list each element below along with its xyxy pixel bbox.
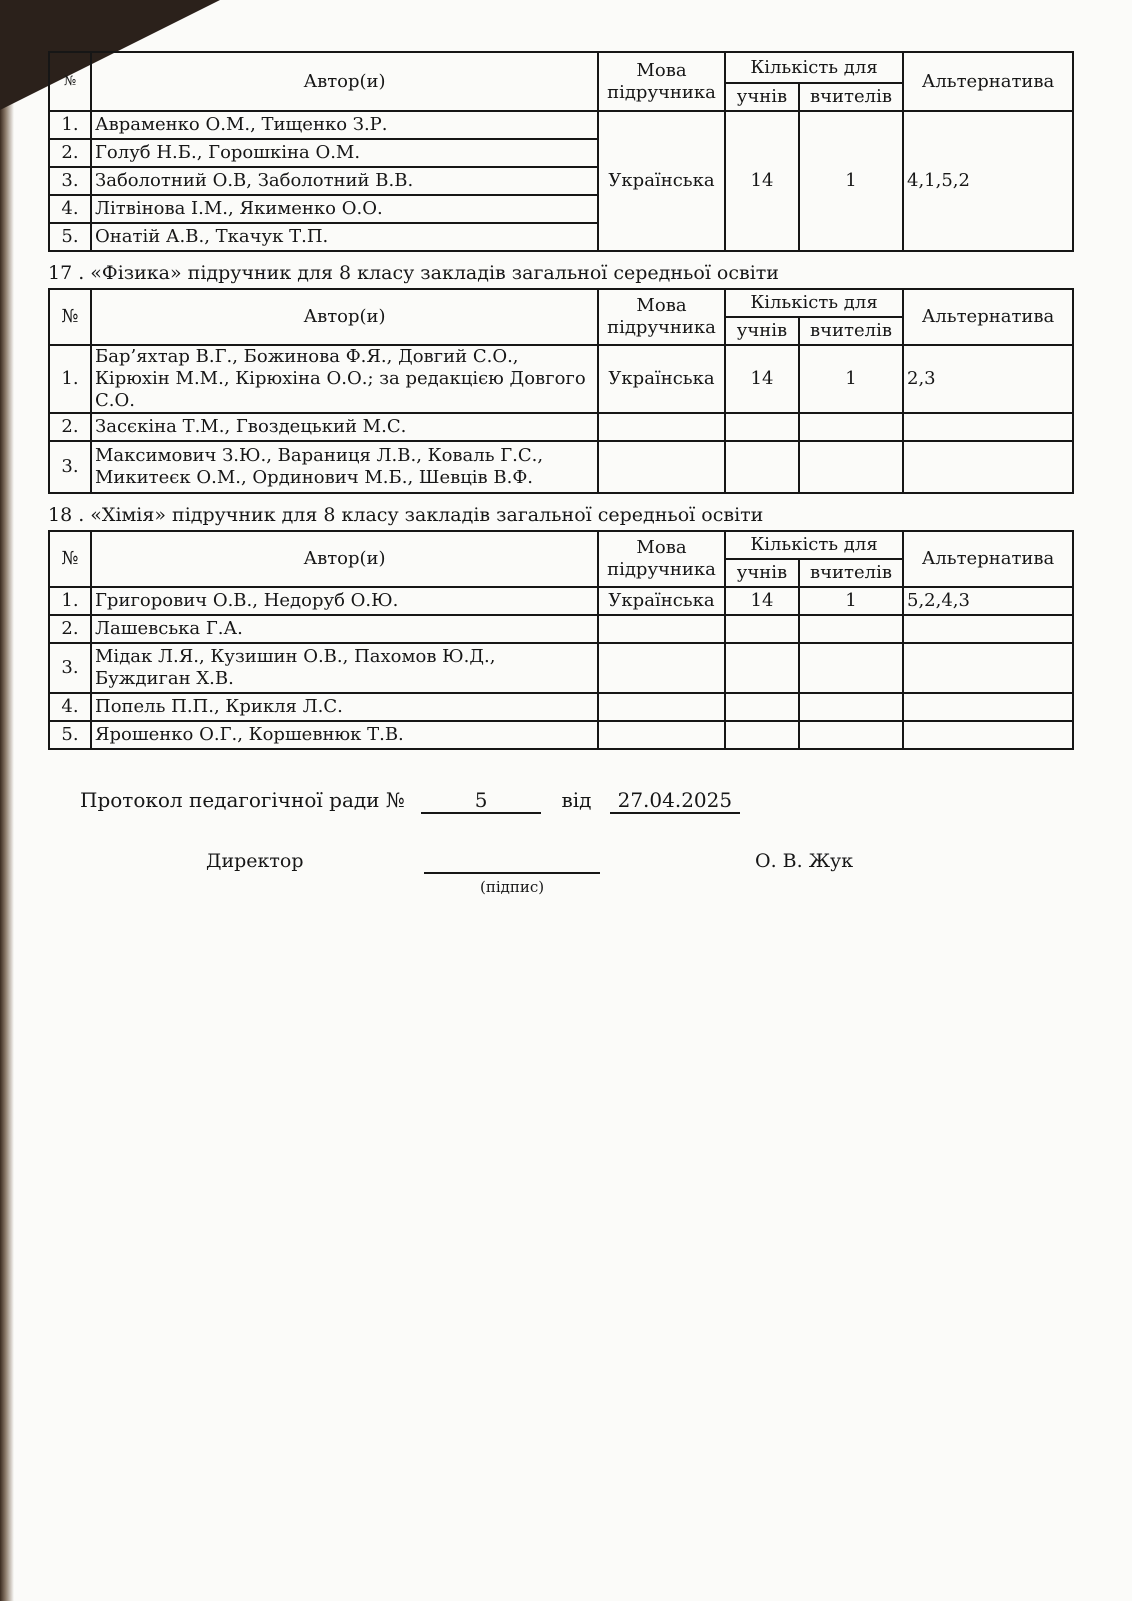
table-row bbox=[49, 345, 1073, 413]
row-lang: Українська bbox=[598, 587, 725, 615]
row-teachers: 1 bbox=[799, 345, 903, 413]
footer bbox=[80, 788, 980, 896]
row-author: Максимович З.Ю., Вараниця Л.В., Коваль Г.С., Микитеєк О.М., Ординович М.Б., Шевців В.Ф. bbox=[91, 441, 598, 493]
row-num: 5. bbox=[49, 223, 91, 251]
protocol-label: Протокол педагогічної ради № bbox=[80, 788, 405, 812]
signature-line bbox=[424, 872, 600, 874]
row-num: 5. bbox=[49, 721, 91, 749]
table-row bbox=[49, 643, 1073, 693]
row-author: Григорович О.В., Недоруб О.Ю. bbox=[91, 587, 598, 615]
header-count: Кількість для bbox=[725, 52, 903, 83]
header-author: Автор(и) bbox=[91, 289, 598, 345]
row-author: Голуб Н.Б., Горошкіна О.М. bbox=[91, 139, 598, 167]
header-students: учнів bbox=[725, 83, 799, 111]
header-students: учнів bbox=[725, 559, 799, 587]
header-author: Автор(и) bbox=[91, 52, 598, 111]
signature-caption: (підпис) bbox=[480, 878, 545, 896]
protocol-date: 27.04.2025 bbox=[610, 788, 740, 814]
table-16 bbox=[48, 51, 1074, 252]
section-17-title: 17 . «Фізика» підручник для 8 класу закладів загальної середньої освіти bbox=[48, 262, 779, 284]
table-row bbox=[49, 111, 1073, 139]
header-lang: Мова підручника bbox=[598, 52, 725, 111]
table-row bbox=[49, 721, 1073, 749]
table-17 bbox=[48, 288, 1074, 494]
row-num: 4. bbox=[49, 693, 91, 721]
row-num: 3. bbox=[49, 167, 91, 195]
document-sheet bbox=[48, 51, 1074, 750]
row-num: 3. bbox=[49, 441, 91, 493]
row-students: 14 bbox=[725, 587, 799, 615]
header-teachers: вчителів bbox=[799, 317, 903, 345]
protocol-line bbox=[80, 788, 980, 814]
header-lang: Мова підручника bbox=[598, 289, 725, 345]
table-row bbox=[49, 615, 1073, 643]
header-lang: Мова підручника bbox=[598, 531, 725, 587]
row-num: 2. bbox=[49, 139, 91, 167]
header-count: Кількість для bbox=[725, 531, 903, 559]
header-author: Автор(и) bbox=[91, 531, 598, 587]
header-count: Кількість для bbox=[725, 289, 903, 317]
row-num: 1. bbox=[49, 111, 91, 139]
row-author: Попель П.П., Крикля Л.С. bbox=[91, 693, 598, 721]
director-label: Директор bbox=[206, 850, 304, 872]
header-students: учнів bbox=[725, 317, 799, 345]
table-row bbox=[49, 693, 1073, 721]
row-author: Ярошенко О.Г., Коршевнюк Т.В. bbox=[91, 721, 598, 749]
director-name: О. В. Жук bbox=[755, 850, 854, 872]
header-alt: Альтернатива bbox=[903, 531, 1073, 587]
row-students: 14 bbox=[725, 111, 799, 251]
header-teachers: вчителів bbox=[799, 559, 903, 587]
row-alt: 5,2,4,3 bbox=[903, 587, 1073, 615]
header-num: № bbox=[49, 52, 91, 111]
row-num: 1. bbox=[49, 345, 91, 413]
row-author: Мідак Л.Я., Кузишин О.В., Пахомов Ю.Д., Буждиган Х.В. bbox=[91, 643, 598, 693]
row-author: Літвінова І.М., Якименко О.О. bbox=[91, 195, 598, 223]
table-row bbox=[49, 413, 1073, 441]
protocol-number: 5 bbox=[421, 788, 541, 814]
table-row bbox=[49, 441, 1073, 493]
row-num: 4. bbox=[49, 195, 91, 223]
row-students: 14 bbox=[725, 345, 799, 413]
row-alt: 4,1,5,2 bbox=[903, 111, 1073, 251]
row-num: 2. bbox=[49, 615, 91, 643]
row-author: Заболотний О.В, Заболотний В.В. bbox=[91, 167, 598, 195]
table-18 bbox=[48, 530, 1074, 750]
header-teachers: вчителів bbox=[799, 83, 903, 111]
row-lang: Українська bbox=[598, 111, 725, 251]
row-lang: Українська bbox=[598, 345, 725, 413]
row-author: Авраменко О.М., Тищенко З.Р. bbox=[91, 111, 598, 139]
row-num: 1. bbox=[49, 587, 91, 615]
row-num: 2. bbox=[49, 413, 91, 441]
header-num: № bbox=[49, 531, 91, 587]
row-author: Бар’яхтар В.Г., Божинова Ф.Я., Довгий С.О., Кірюхін М.М., Кірюхіна О.О.; за редакцією Довгого С.О. bbox=[91, 345, 598, 413]
page-edge-shadow bbox=[0, 0, 14, 1601]
row-teachers: 1 bbox=[799, 587, 903, 615]
row-alt: 2,3 bbox=[903, 345, 1073, 413]
row-author: Лашевська Г.А. bbox=[91, 615, 598, 643]
row-teachers: 1 bbox=[799, 111, 903, 251]
row-num: 3. bbox=[49, 643, 91, 693]
row-author: Засєкіна Т.М., Гвоздецький М.С. bbox=[91, 413, 598, 441]
section-18-title: 18 . «Хімія» підручник для 8 класу закладів загальної середньої освіти bbox=[48, 504, 764, 526]
table-row bbox=[49, 587, 1073, 615]
header-num: № bbox=[49, 289, 91, 345]
header-alt: Альтернатива bbox=[903, 289, 1073, 345]
date-label: від bbox=[561, 788, 592, 812]
row-author: Онатій А.В., Ткачук Т.П. bbox=[91, 223, 598, 251]
header-alt: Альтернатива bbox=[903, 52, 1073, 111]
